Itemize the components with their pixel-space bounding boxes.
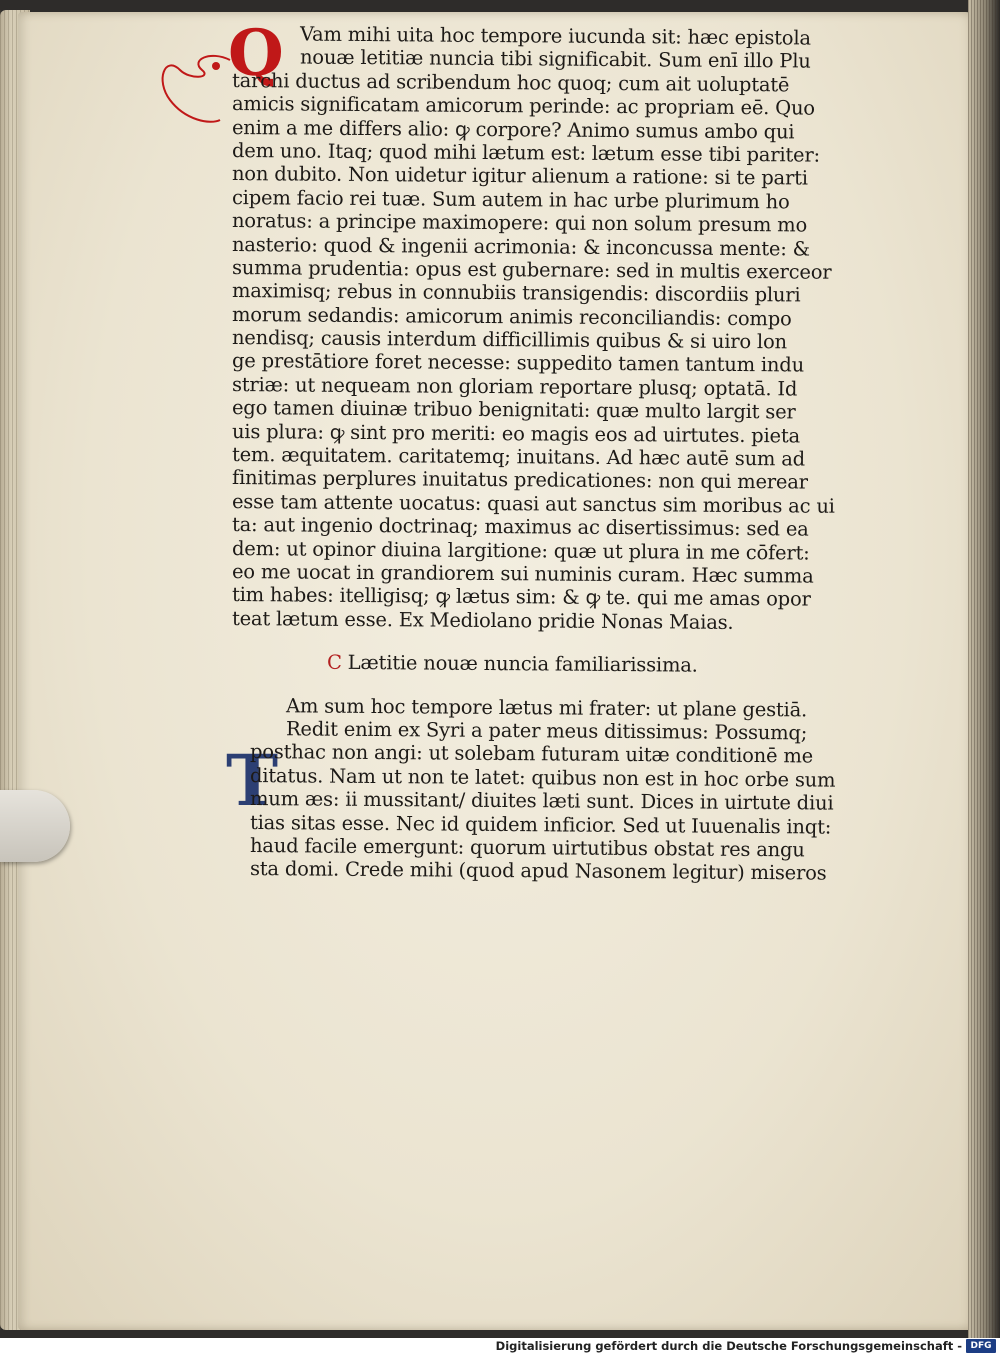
text-line: Am sum hoc tempore lætus mi frater: ut plane gestiā. [285,693,808,721]
text-line: ditatus. Nam ut non te latet: quibus non est in hoc orbe sum [249,763,836,792]
text-line: cipem facio rei tuæ. Sum autem in hac urbe plurimum ho [231,185,790,214]
text-line: tim habes: itelligisq; ꝙ lætus sim: & ꝙ te. qui me amas opor [231,583,811,611]
first-letter [231,22,872,634]
text-line: esse tam attente uocatus: quasi aut sanctus sim moribus ac ui [231,489,835,518]
text-line: enim a me differs alio: ꝙ corpore? Animo sumus ambo qui [231,115,795,143]
text-line: morum sedandis: amicorum animis reconciliandis: compo [231,302,792,331]
blue-initial-t: T [226,739,279,822]
text-line: ta: aut ingenio doctrinaq; maximus ac disertissimus: sed ea [231,513,809,541]
text-line: tarchi ductus ad scribendum hoc quoq; cum ait uoluptatē [231,68,790,97]
heading-mark: C [326,650,342,675]
text-line: non dubito. Non uidetur igitur alienum a ratione: si te parti [231,162,808,190]
text-line: nendisq; causis interdum difficillimis quibus & si uiro lon [231,326,787,354]
footer-bar [0,1338,1000,1355]
text-line: posthac non angi: ut solebam futuram uitæ conditionē me [249,740,814,768]
text-line: tem. æquitatem. caritatemq; inuitans. Ad hæc autē sum ad [231,443,806,471]
text-line: Redit enim ex Syri a pater meus ditissimus: Possumq; [285,717,808,745]
heading-text: Lætitie nouæ nuncia familiarissima. [347,651,698,677]
text-line: nasterio: quod & ingenii acrimonia: & inconcussa mente: & [231,232,810,261]
text-line: uis plura: ꝙ sint pro meriti: eo magis eos ad uirtutes. pieta [231,419,801,448]
page-clip [0,790,70,862]
text-line: tias sitas esse. Nec id quidem inficior. Sed ut Iuuenalis inqt: [249,810,832,839]
text-line: mum æs: ii mussitant/ diuites læti sunt. Dices in uirtute diui [249,787,834,815]
text-line: sta domi. Crede mihi (quod apud Nasonem legitur) miseros [249,857,827,885]
text-line: summa prudentia: opus est gubernare: sed in multis exerceor [231,255,832,284]
text-line: dem uno. Itaq; quod mihi lætum est: lætum esse tibi pariter: [231,138,820,167]
text-line: noratus: a principe maximopere: qui non solum presum mo [231,209,808,237]
text-line: ge prestātiore foret necesse: suppedito tamen tantum indu [231,349,805,377]
text-line: ego tamen diuinæ tribuo benignitati: quæ multo largit ser [231,396,796,424]
text-line: amicis significatam amicorum perinde: ac propriam eē. Quo [231,92,815,120]
text-line: nouæ letitiæ nuncia tibi significabit. Sum enī illo Plu [299,45,811,73]
initial-flourish-icon [150,40,240,135]
text-line: eo me uocat in grandiorem sui numinis curam. Hæc summa [231,559,814,588]
rubricated-initial-q: Q [228,16,284,91]
letter-text [231,22,872,885]
text-line: haud facile emergunt: quorum uirtutibus obstat res angu [249,833,805,862]
text-line: Vam mihi uita hoc tempore iucunda sit: hæc epistola [299,22,811,50]
book-fore-edge [968,0,1000,1338]
text-line: striæ: ut nequeam non gloriam reportare plusq; optatā. Id [231,372,798,401]
text-line: maximisq; rebus in connubiis transigendis: discordiis pluri [231,279,801,307]
text-line: dem: ut opinor diuina largitione: quæ ut plura in me cōfert: [231,536,810,565]
dfg-logo: DFG [966,1339,996,1353]
text-line: finitimas perplures inuitatus predicationes: non qui merear [231,466,808,494]
text-line: teat lætum esse. Ex Mediolano pridie Nonas Maias. [231,606,734,634]
funding-note: Digitalisierung gefördert durch die Deutsche Forschungsgemeinschaft - [495,1339,962,1353]
second-letter [232,693,872,885]
